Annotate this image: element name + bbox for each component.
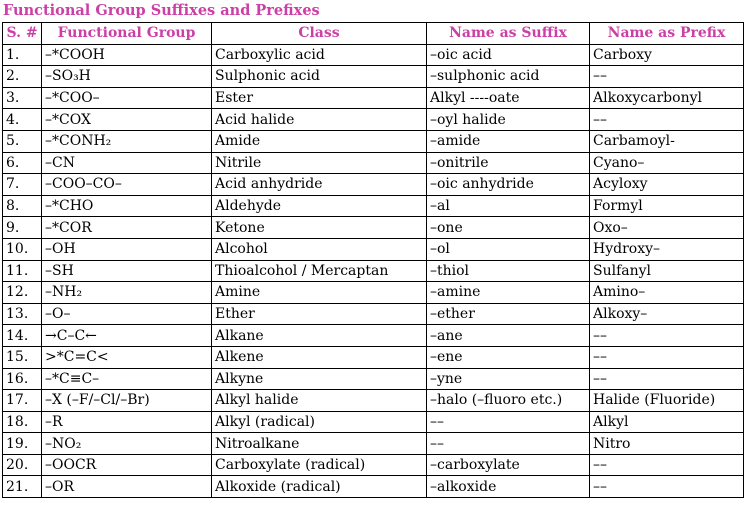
serial-cell: 5. — [3, 130, 42, 152]
prefix-cell: Acyloxy — [590, 174, 744, 196]
serial-cell: 9. — [3, 217, 42, 239]
functional-group-cell: –SH — [42, 260, 212, 282]
class-cell: Alkyl halide — [212, 390, 427, 412]
table-row — [3, 109, 744, 131]
functional-group-cell: –COO–CO– — [42, 174, 212, 196]
serial-cell: 16. — [3, 368, 42, 390]
table-row — [3, 152, 744, 174]
functional-group-cell: –SO₃H — [42, 66, 212, 88]
functional-group-cell: –*COR — [42, 217, 212, 239]
suffix-cell: –sulphonic acid — [427, 66, 590, 88]
table-row — [3, 325, 744, 347]
prefix-cell: Amino– — [590, 282, 744, 304]
table-row — [3, 174, 744, 196]
prefix-cell: Nitro — [590, 433, 744, 455]
functional-group-table — [2, 22, 744, 498]
suffix-cell: –– — [427, 433, 590, 455]
table-row — [3, 433, 744, 455]
header-class: Class — [212, 23, 427, 45]
prefix-cell: Hydroxy– — [590, 238, 744, 260]
table-row — [3, 130, 744, 152]
table-row — [3, 87, 744, 109]
class-cell: Alcohol — [212, 238, 427, 260]
suffix-cell: –ene — [427, 346, 590, 368]
suffix-cell: –al — [427, 195, 590, 217]
prefix-cell: Oxo– — [590, 217, 744, 239]
class-cell: Alkene — [212, 346, 427, 368]
class-cell: Alkyl (radical) — [212, 411, 427, 433]
suffix-cell: –ol — [427, 238, 590, 260]
class-cell: Amine — [212, 282, 427, 304]
class-cell: Alkane — [212, 325, 427, 347]
prefix-cell: Carbamoyl- — [590, 130, 744, 152]
serial-cell: 2. — [3, 66, 42, 88]
suffix-cell: –halo (–fluoro etc.) — [427, 390, 590, 412]
serial-cell: 7. — [3, 174, 42, 196]
functional-group-cell: >*C=C< — [42, 346, 212, 368]
functional-group-cell: –*COX — [42, 109, 212, 131]
serial-cell: 21. — [3, 476, 42, 498]
table-row — [3, 303, 744, 325]
prefix-cell: Carboxy — [590, 44, 744, 66]
table-row — [3, 368, 744, 390]
suffix-cell: –one — [427, 217, 590, 239]
table-row — [3, 44, 744, 66]
suffix-cell: –thiol — [427, 260, 590, 282]
suffix-cell: Alkyl ----oate — [427, 87, 590, 109]
prefix-cell: –– — [590, 454, 744, 476]
prefix-cell: Alkoxycarbonyl — [590, 87, 744, 109]
header-suffix: Name as Suffix — [427, 23, 590, 45]
functional-group-cell: –O– — [42, 303, 212, 325]
prefix-cell: –– — [590, 109, 744, 131]
serial-cell: 4. — [3, 109, 42, 131]
functional-group-cell: –*C≡C– — [42, 368, 212, 390]
prefix-cell: –– — [590, 66, 744, 88]
table-header-row — [3, 23, 744, 45]
table-row — [3, 390, 744, 412]
prefix-cell: –– — [590, 325, 744, 347]
serial-cell: 11. — [3, 260, 42, 282]
functional-group-cell: –NH₂ — [42, 282, 212, 304]
table-row — [3, 195, 744, 217]
serial-cell: 13. — [3, 303, 42, 325]
class-cell: Acid anhydride — [212, 174, 427, 196]
prefix-cell: Alkyl — [590, 411, 744, 433]
class-cell: Alkyne — [212, 368, 427, 390]
class-cell: Alkoxide (radical) — [212, 476, 427, 498]
table-row — [3, 260, 744, 282]
class-cell: Carboxylate (radical) — [212, 454, 427, 476]
serial-cell: 20. — [3, 454, 42, 476]
header-functional-group: Functional Group — [42, 23, 212, 45]
table-row — [3, 217, 744, 239]
class-cell: Acid halide — [212, 109, 427, 131]
table-row — [3, 476, 744, 498]
functional-group-cell: –OOCR — [42, 454, 212, 476]
functional-group-cell: –*COO– — [42, 87, 212, 109]
suffix-cell: –ane — [427, 325, 590, 347]
functional-group-cell: –*CONH₂ — [42, 130, 212, 152]
class-cell: Ester — [212, 87, 427, 109]
serial-cell: 3. — [3, 87, 42, 109]
suffix-cell: –oyl halide — [427, 109, 590, 131]
serial-cell: 10. — [3, 238, 42, 260]
functional-group-cell: –R — [42, 411, 212, 433]
serial-cell: 6. — [3, 152, 42, 174]
class-cell: Amide — [212, 130, 427, 152]
prefix-cell: Formyl — [590, 195, 744, 217]
header-serial: S. # — [3, 23, 42, 45]
suffix-cell: –amide — [427, 130, 590, 152]
functional-group-cell: –*COOH — [42, 44, 212, 66]
functional-group-cell: –OH — [42, 238, 212, 260]
table-row — [3, 238, 744, 260]
functional-group-cell: –NO₂ — [42, 433, 212, 455]
table-body — [3, 44, 744, 497]
suffix-cell: –oic anhydride — [427, 174, 590, 196]
table-row — [3, 411, 744, 433]
suffix-cell: –oic acid — [427, 44, 590, 66]
class-cell: Ether — [212, 303, 427, 325]
serial-cell: 18. — [3, 411, 42, 433]
prefix-cell: –– — [590, 476, 744, 498]
suffix-cell: –carboxylate — [427, 454, 590, 476]
prefix-cell: Cyano– — [590, 152, 744, 174]
prefix-cell: –– — [590, 368, 744, 390]
serial-cell: 15. — [3, 346, 42, 368]
class-cell: Carboxylic acid — [212, 44, 427, 66]
suffix-cell: –amine — [427, 282, 590, 304]
suffix-cell: –alkoxide — [427, 476, 590, 498]
functional-group-cell: –X (–F/–Cl/–Br) — [42, 390, 212, 412]
serial-cell: 17. — [3, 390, 42, 412]
serial-cell: 12. — [3, 282, 42, 304]
table-row — [3, 346, 744, 368]
suffix-cell: –ether — [427, 303, 590, 325]
functional-group-cell: –CN — [42, 152, 212, 174]
suffix-cell: –onitrile — [427, 152, 590, 174]
prefix-cell: –– — [590, 346, 744, 368]
class-cell: Nitrile — [212, 152, 427, 174]
class-cell: Sulphonic acid — [212, 66, 427, 88]
class-cell: Nitroalkane — [212, 433, 427, 455]
serial-cell: 8. — [3, 195, 42, 217]
header-prefix: Name as Prefix — [590, 23, 744, 45]
table-row — [3, 454, 744, 476]
table-row — [3, 66, 744, 88]
table-row — [3, 282, 744, 304]
suffix-cell: –– — [427, 411, 590, 433]
serial-cell: 14. — [3, 325, 42, 347]
page-title: Functional Group Suffixes and Prefixes — [3, 2, 320, 19]
class-cell: Ketone — [212, 217, 427, 239]
prefix-cell: Alkoxy– — [590, 303, 744, 325]
prefix-cell: Sulfanyl — [590, 260, 744, 282]
prefix-cell: Halide (Fluoride) — [590, 390, 744, 412]
suffix-cell: –yne — [427, 368, 590, 390]
serial-cell: 1. — [3, 44, 42, 66]
class-cell: Aldehyde — [212, 195, 427, 217]
class-cell: Thioalcohol / Mercaptan — [212, 260, 427, 282]
functional-group-cell: –*CHO — [42, 195, 212, 217]
serial-cell: 19. — [3, 433, 42, 455]
functional-group-cell: →C–C← — [42, 325, 212, 347]
functional-group-cell: –OR — [42, 476, 212, 498]
